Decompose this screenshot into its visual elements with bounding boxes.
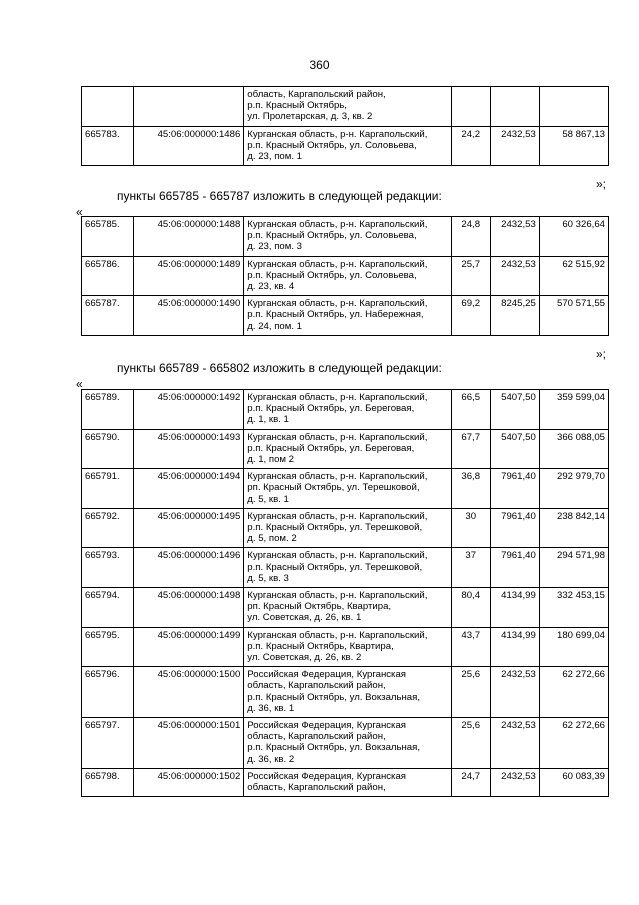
cell-cost bbox=[490, 87, 539, 127]
table-row bbox=[82, 627, 609, 667]
cell-cost: 2432,53 bbox=[490, 718, 539, 769]
cell-cost: 2432,53 bbox=[490, 667, 539, 718]
cell-address: Курганская область, р-н. Каргапольский, р.п. Красный Октябрь, ул. Набережная, д. 24, пом. 1 bbox=[244, 296, 451, 336]
cell-value: 294 571,98 bbox=[539, 548, 608, 588]
table-row bbox=[82, 588, 609, 628]
cell-cadastral: 45:06:000000:1495 bbox=[134, 508, 244, 548]
table-row bbox=[82, 87, 609, 127]
cell-address: Курганская область, р-н. Каргапольский, рп. Красный Октябрь, ул. Терешковой, д. 5, кв. 1 bbox=[244, 469, 451, 509]
cell-area: 69,2 bbox=[451, 296, 490, 336]
table-row bbox=[82, 296, 609, 336]
cell-num: 665783. bbox=[82, 126, 134, 166]
opening-quote-1: « bbox=[76, 205, 83, 219]
cell-cadastral: 45:06:000000:1489 bbox=[134, 256, 244, 296]
cell-cadastral: 45:06:000000:1496 bbox=[134, 548, 244, 588]
table-row bbox=[82, 768, 609, 796]
amendment-instruction-1: пункты 665785 - 665787 изложить в следующей редакции: bbox=[117, 189, 442, 203]
cell-value: 60 326,64 bbox=[539, 217, 608, 257]
cell-area: 80,4 bbox=[451, 588, 490, 628]
table-row bbox=[82, 390, 609, 430]
cell-num: 665793. bbox=[82, 548, 134, 588]
cell-area: 25,7 bbox=[451, 256, 490, 296]
cell-address: Курганская область, р-н. Каргапольский, р.п. Красный Октябрь, ул. Соловьева, д. 23, кв. 4 bbox=[244, 256, 451, 296]
cell-area: 30 bbox=[451, 508, 490, 548]
table-row bbox=[82, 429, 609, 469]
cell-area: 24,2 bbox=[451, 126, 490, 166]
cell-address: Курганская область, р-н. Каргапольский, р.п. Красный Октябрь, ул. Соловьева, д. 23, пом. 3 bbox=[244, 217, 451, 257]
cell-cadastral: 45:06:000000:1493 bbox=[134, 429, 244, 469]
page-number: 360 bbox=[309, 58, 330, 72]
cell-num: 665787. bbox=[82, 296, 134, 336]
cell-area: 25,6 bbox=[451, 667, 490, 718]
cell-area: 43,7 bbox=[451, 627, 490, 667]
cell-num: 665792. bbox=[82, 508, 134, 548]
cell-address: Курганская область, р-н. Каргапольский, р.п. Красный Октябрь, ул. Соловьева, д. 23, пом. 1 bbox=[244, 126, 451, 166]
registry-table-part-1 bbox=[81, 86, 609, 166]
cell-area: 67,7 bbox=[451, 429, 490, 469]
cell-value: 359 599,04 bbox=[539, 390, 608, 430]
cell-cost: 8245,25 bbox=[490, 296, 539, 336]
amendment-instruction-2: пункты 665789 - 665802 изложить в следующей редакции: bbox=[117, 361, 442, 375]
cell-cost: 2432,53 bbox=[490, 217, 539, 257]
cell-cadastral: 45:06:000000:1499 bbox=[134, 627, 244, 667]
cell-value: 366 088,05 bbox=[539, 429, 608, 469]
cell-value: 180 699,04 bbox=[539, 627, 608, 667]
cell-address: Российская Федерация, Курганская область, Каргапольский район, р.п. Красный Октябрь, ул. Вокзальная, д. 36, кв. 1 bbox=[244, 667, 451, 718]
cell-cost: 2432,53 bbox=[490, 256, 539, 296]
cell-num: 665794. bbox=[82, 588, 134, 628]
cell-value: 58 867,13 bbox=[539, 126, 608, 166]
cell-cost: 5407,50 bbox=[490, 429, 539, 469]
table-row bbox=[82, 548, 609, 588]
cell-value: 292 979,70 bbox=[539, 469, 608, 509]
cell-address: Курганская область, р-н. Каргапольский, р.п. Красный Октябрь, Квартира, ул. Советская, д. 26, кв. 2 bbox=[244, 627, 451, 667]
cell-num: 665796. bbox=[82, 667, 134, 718]
opening-quote-2: « bbox=[76, 377, 83, 391]
cell-area: 66,5 bbox=[451, 390, 490, 430]
cell-value: 62 272,66 bbox=[539, 667, 608, 718]
cell-value: 238 842,14 bbox=[539, 508, 608, 548]
cell-address: область, Каргапольский район, р.п. Красный Октябрь, ул. Пролетарская, д. 3, кв. 2 bbox=[244, 87, 451, 127]
cell-area: 37 bbox=[451, 548, 490, 588]
table-row bbox=[82, 718, 609, 769]
table-row bbox=[82, 126, 609, 166]
cell-cost: 7961,40 bbox=[490, 508, 539, 548]
cell-num: 665790. bbox=[82, 429, 134, 469]
cell-cost: 4134,99 bbox=[490, 588, 539, 628]
cell-num: 665785. bbox=[82, 217, 134, 257]
closing-quote-2: »; bbox=[596, 347, 607, 361]
cell-area bbox=[451, 87, 490, 127]
cell-address: Курганская область, р-н. Каргапольский, р.п. Красный Октябрь, ул. Терешковой, д. 5, кв. 3 bbox=[244, 548, 451, 588]
cell-area: 24,8 bbox=[451, 217, 490, 257]
cell-cadastral: 45:06:000000:1492 bbox=[134, 390, 244, 430]
cell-address: Курганская область, р-н. Каргапольский, р.п. Красный Октябрь, ул. Терешковой, д. 5, пом. 2 bbox=[244, 508, 451, 548]
table-row bbox=[82, 217, 609, 257]
cell-value: 570 571,55 bbox=[539, 296, 608, 336]
table-row bbox=[82, 667, 609, 718]
cell-value: 60 083,39 bbox=[539, 768, 608, 796]
cell-num: 665798. bbox=[82, 768, 134, 796]
cell-cadastral: 45:06:000000:1501 bbox=[134, 718, 244, 769]
cell-address: Курганская область, р-н. Каргапольский, р.п. Красный Октябрь, ул. Береговая, д. 1, пом 2 bbox=[244, 429, 451, 469]
cell-address: Курганская область, р-н. Каргапольский, р.п. Красный Октябрь, ул. Береговая, д. 1, кв. 1 bbox=[244, 390, 451, 430]
cell-cadastral: 45:06:000000:1494 bbox=[134, 469, 244, 509]
cell-num: 665789. bbox=[82, 390, 134, 430]
cell-cadastral bbox=[134, 87, 244, 127]
cell-cadastral: 45:06:000000:1498 bbox=[134, 588, 244, 628]
cell-address: Российская Федерация, Курганская область, Каргапольский район, bbox=[244, 768, 451, 796]
registry-table-part-3 bbox=[81, 389, 609, 797]
cell-cost: 7961,40 bbox=[490, 548, 539, 588]
cell-cadastral: 45:06:000000:1490 bbox=[134, 296, 244, 336]
cell-cost: 2432,53 bbox=[490, 126, 539, 166]
cell-value: 62 272,66 bbox=[539, 718, 608, 769]
cell-cadastral: 45:06:000000:1500 bbox=[134, 667, 244, 718]
cell-value: 62 515,92 bbox=[539, 256, 608, 296]
cell-cadastral: 45:06:000000:1486 bbox=[134, 126, 244, 166]
table-row bbox=[82, 256, 609, 296]
cell-num: 665797. bbox=[82, 718, 134, 769]
table-row bbox=[82, 469, 609, 509]
cell-address: Российская Федерация, Курганская область, Каргапольский район, р.п. Красный Октябрь, ул. Вокзальная, д. 36, кв. 2 bbox=[244, 718, 451, 769]
cell-num: 665786. bbox=[82, 256, 134, 296]
cell-cadastral: 45:06:000000:1488 bbox=[134, 217, 244, 257]
cell-cadastral: 45:06:000000:1502 bbox=[134, 768, 244, 796]
cell-address: Курганская область, р-н. Каргапольский, рп. Красный Октябрь, Квартира, ул. Советская, д. 26, кв. 1 bbox=[244, 588, 451, 628]
cell-value bbox=[539, 87, 608, 127]
cell-area: 25,6 bbox=[451, 718, 490, 769]
cell-num bbox=[82, 87, 134, 127]
cell-num: 665795. bbox=[82, 627, 134, 667]
closing-quote-1: »; bbox=[596, 177, 607, 191]
cell-cost: 5407,50 bbox=[490, 390, 539, 430]
cell-value: 332 453,15 bbox=[539, 588, 608, 628]
cell-num: 665791. bbox=[82, 469, 134, 509]
cell-cost: 7961,40 bbox=[490, 469, 539, 509]
cell-cost: 2432,53 bbox=[490, 768, 539, 796]
cell-area: 36,8 bbox=[451, 469, 490, 509]
table-row bbox=[82, 508, 609, 548]
registry-table-part-2 bbox=[81, 216, 609, 336]
cell-area: 24,7 bbox=[451, 768, 490, 796]
cell-cost: 4134,99 bbox=[490, 627, 539, 667]
